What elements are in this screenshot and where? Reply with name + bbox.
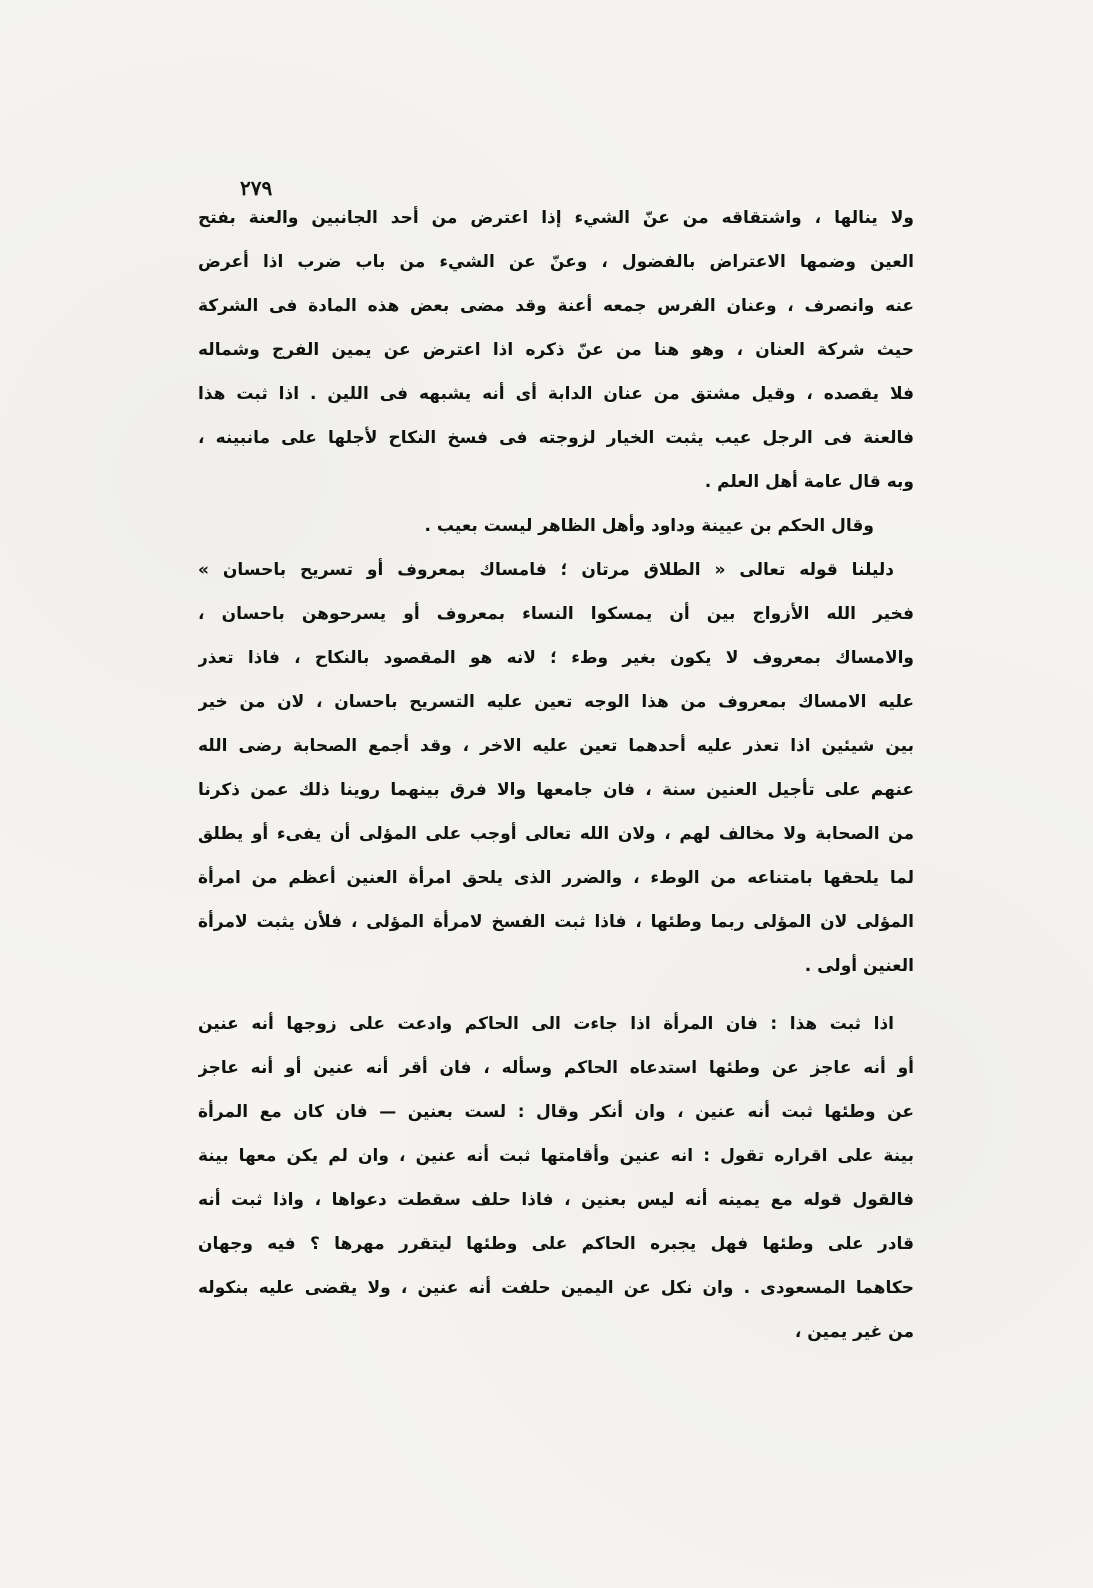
text-line: فالعنة فى الرجل عيب يثبت الخيار لزوجته فى فسخ النكاح لأجلها على مانبينه ، <box>198 428 914 448</box>
text-block-main <box>198 196 914 988</box>
text-line: والامساك بمعروف لا يكون بغير وطء ؛ لانه هو المقصود بالنكاح ، فاذا تعذر <box>198 648 914 668</box>
text-line: قادر على وطئها فهل يجبره الحاكم على وطئها ليتقرر مهرها ؟ فيه وجهان <box>198 1234 914 1254</box>
text-line: دليلنا قوله تعالى « الطلاق مرتان ؛ فامساك بمعروف أو تسريح باحسان » <box>198 560 894 580</box>
text-block-second <box>198 1002 914 1354</box>
text-line: بين شيئين اذا تعذر عليه أحدهما تعين عليه الاخر ، وقد أجمع الصحابة رضى الله <box>198 736 914 756</box>
text-line: حيث شركة العنان ، وهو هنا من عنّ ذكره اذا اعترض عن يمين الفرج وشماله <box>198 340 914 360</box>
text-line: فالقول قوله مع يمينه أنه ليس بعنين ، فاذا حلف سقطت دعواها ، واذا ثبت أنه <box>198 1190 914 1210</box>
text-line: عليه الامساك بمعروف من هذا الوجه تعين عليه التسريح باحسان ، لان من خير <box>198 692 914 712</box>
text-line: وبه قال عامة أهل العلم . <box>704 472 914 492</box>
page-number: ٢٧٩ <box>240 176 273 200</box>
text-line: عنهم على تأجيل العنين سنة ، فان جامعها والا فرق بينهما روينا ذلك عمن ذكرنا <box>198 780 914 800</box>
text-line: المؤلى لان المؤلى ربما وطئها ، فاذا ثبت الفسخ لامرأة المؤلى ، فلأن يثبت لامرأة <box>198 912 914 932</box>
text-line: العين وضمها الاعتراض بالفضول ، وعنّ عن الشيء من باب ضرب اذا أعرض <box>198 252 914 272</box>
text-line: فخير الله الأزواج بين أن يمسكوا النساء بمعروف أو يسرحوهن باحسان ، <box>198 604 914 624</box>
text-line: اذا ثبت هذا : فان المرأة اذا جاءت الى الحاكم وادعت على زوجها أنه عنين <box>198 1014 894 1034</box>
text-line: بينة على اقراره تقول : انه عنين وأقامتها ثبت أنه عنين ، وان لم يكن معها بينة <box>198 1146 914 1166</box>
text-line: من الصحابة ولا مخالف لهم ، ولان الله تعالى أوجب على المؤلى أن يفىء أو يطلق <box>198 824 914 844</box>
text-line: أو أنه عاجز عن وطئها استدعاه الحاكم وسأله ، فان أقر أنه عنين أو أنه عاجز <box>198 1058 914 1078</box>
text-line: لما يلحقها بامتناعه من الوطء ، والضرر الذى يلحق امرأة العنين أعظم من امرأة <box>198 868 914 888</box>
text-line: وقال الحكم بن عيينة وداود وأهل الظاهر ليست بعيب . <box>424 516 874 536</box>
text-line: العنين أولى . <box>804 956 914 976</box>
text-line: عنه وانصرف ، وعنان الفرس جمعه أعنة وقد مضى بعض هذه المادة فى الشركة <box>198 296 914 316</box>
text-line: حكاهما المسعودى . وان نكل عن اليمين حلفت أنه عنين ، ولا يقضى عليه بنكوله <box>198 1278 914 1298</box>
text-line: عن وطئها ثبت أنه عنين ، وان أنكر وقال : لست بعنين — فان كان مع المرأة <box>198 1102 914 1122</box>
text-line: ولا ينالها ، واشتقاقه من عنّ الشيء إذا اعترض من أحد الجانبين والعنة بفتح <box>198 208 914 228</box>
text-line: فلا يقصده ، وقيل مشتق من عنان الدابة أى أنه يشبهه فى اللين . اذا ثبت هذا <box>198 384 914 404</box>
text-line: من غير يمين ، <box>794 1322 914 1342</box>
